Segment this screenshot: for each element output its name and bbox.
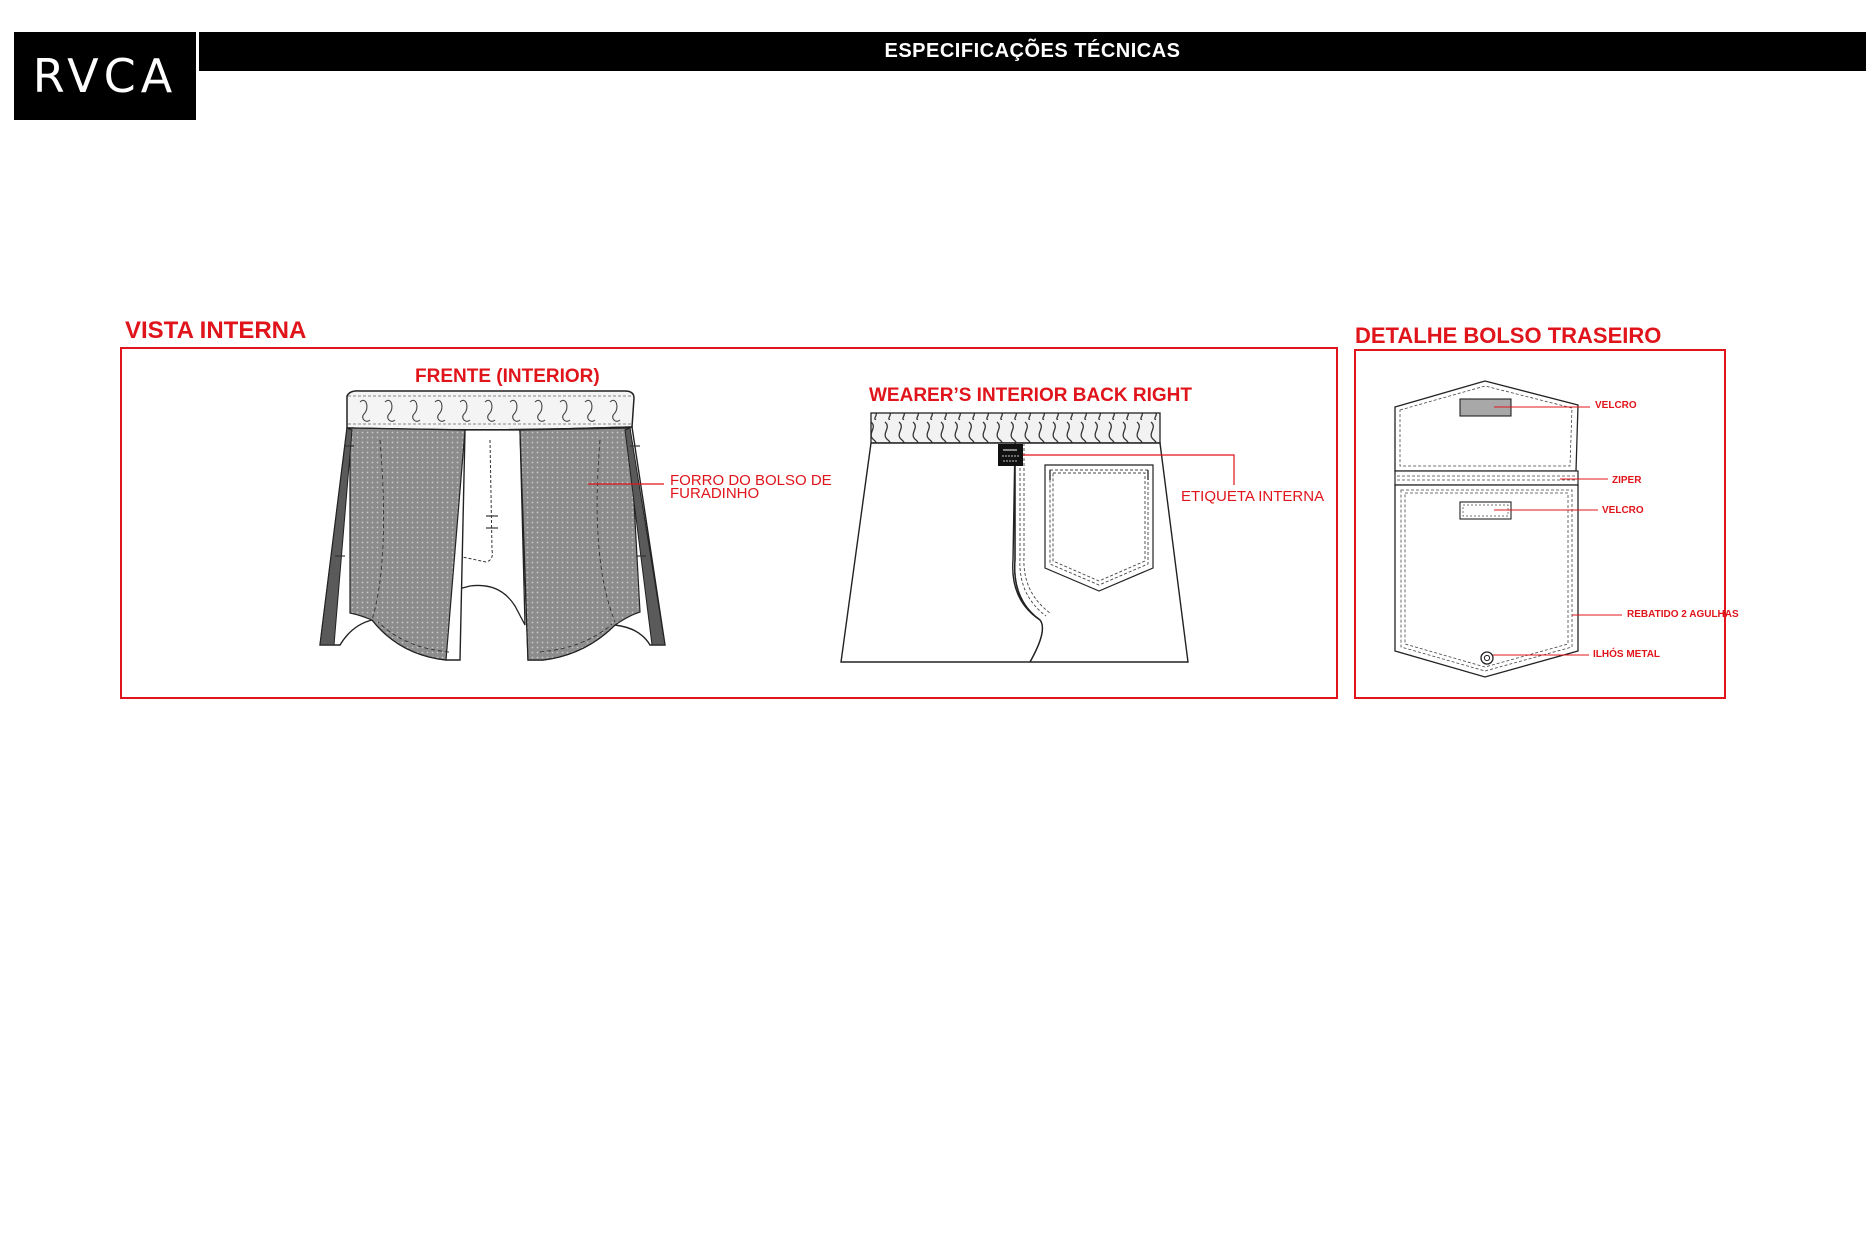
back-waistband: [871, 413, 1160, 443]
inner-label: [998, 444, 1023, 466]
pocket-flap: [1395, 381, 1578, 471]
pocket-lining-label-line1: FORRO DO BOLSO DE: [670, 472, 832, 489]
metal-eyelet-callout: ILHÓS METAL: [1593, 649, 1661, 660]
page-title: ESPECIFICAÇÕES TÉCNICAS: [884, 40, 1181, 62]
pocket-detail-drawing: [1395, 381, 1622, 677]
double-needle-callout: REBATIDO 2 AGULHAS: [1627, 609, 1739, 620]
back-interior-shorts: [841, 413, 1234, 662]
front-left-lining: [350, 428, 465, 660]
back-interior-title: WEARER’S INTERIOR BACK RIGHT: [869, 385, 1192, 406]
front-interior-title: FRENTE (INTERIOR): [415, 366, 600, 387]
pocket-lining-label-line2: FURADINHO: [670, 485, 760, 502]
inner-label-callout: ETIQUETA INTERNA: [1181, 488, 1325, 505]
velcro-bottom-callout: VELCRO: [1602, 505, 1644, 516]
metal-eyelet: [1481, 652, 1493, 664]
interior-view-title: VISTA INTERNA: [125, 317, 307, 344]
front-interior-shorts: [320, 391, 665, 660]
zipper-callout: ZIPER: [1612, 475, 1642, 486]
zipper-band: [1395, 471, 1578, 485]
pocket-detail-title: DETALHE BOLSO TRASEIRO: [1355, 323, 1662, 348]
velcro-top-callout: VELCRO: [1595, 400, 1637, 411]
back-pocket: [1045, 465, 1153, 591]
brand-logo-text: RVCA: [32, 49, 178, 103]
